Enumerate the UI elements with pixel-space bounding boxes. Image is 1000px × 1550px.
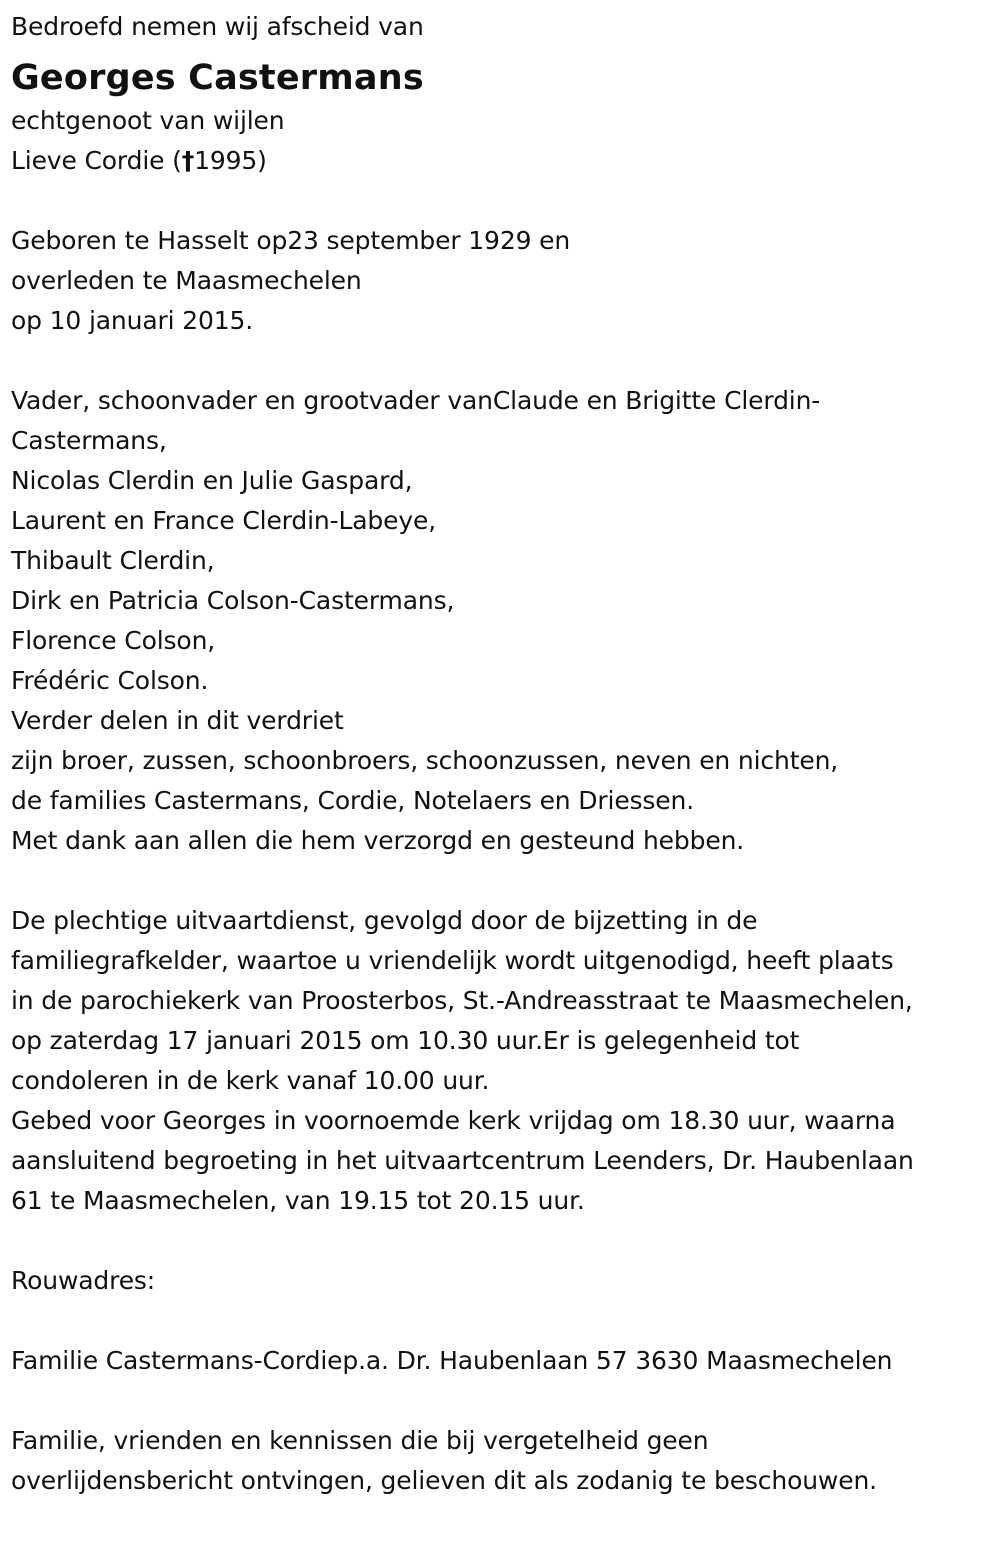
closing-line: Familie, vrienden en kennissen die bij vergetelheid geen bbox=[11, 1426, 709, 1455]
dates-line: op 10 januari 2015. bbox=[11, 306, 254, 335]
closing-line: overlijdensbericht ontvingen, gelieven dit als zodanig te beschouwen. bbox=[11, 1466, 877, 1495]
service-line: aansluitend begroeting in het uitvaartcentrum Leenders, Dr. Haubenlaan bbox=[11, 1146, 914, 1175]
dates-line: overleden te Maasmechelen bbox=[11, 266, 362, 295]
spouse-line: echtgenoot van wijlen bbox=[11, 106, 285, 135]
family-line: Frédéric Colson. bbox=[11, 666, 209, 695]
spacer bbox=[11, 1381, 1000, 1421]
service-block bbox=[11, 901, 1000, 1221]
spouse-name-line bbox=[11, 141, 1000, 181]
family-block bbox=[11, 381, 1000, 861]
family-line: Thibault Clerdin, bbox=[11, 546, 215, 575]
service-line: De plechtige uitvaartdienst, gevolgd door de bijzetting in de bbox=[11, 906, 758, 935]
family-line: Nicolas Clerdin en Julie Gaspard, bbox=[11, 466, 413, 495]
family-line: Laurent en France Clerdin-Labeye, bbox=[11, 506, 437, 535]
service-line: 61 te Maasmechelen, van 19.15 tot 20.15 uur. bbox=[11, 1186, 585, 1215]
spacer bbox=[11, 181, 1000, 221]
service-line: in de parochiekerk van Proosterbos, St.-Andreasstraat te Maasmechelen, bbox=[11, 986, 913, 1015]
spouse-name: Lieve Cordie ( bbox=[11, 146, 182, 175]
spacer bbox=[11, 861, 1000, 901]
family-line: Florence Colson, bbox=[11, 626, 216, 655]
family-line: zijn broer, zussen, schoonbroers, schoonzussen, neven en nichten, bbox=[11, 746, 839, 775]
cross-icon: † bbox=[181, 146, 195, 175]
service-line: familiegrafkelder, waartoe u vriendelijk wordt uitgenodigd, heeft plaats bbox=[11, 946, 894, 975]
family-line: Castermans, bbox=[11, 426, 167, 455]
family-line: de families Castermans, Cordie, Notelaers en Driessen. bbox=[11, 786, 695, 815]
service-line: Gebed voor Georges in voornoemde kerk vrijdag om 18.30 uur, waarna bbox=[11, 1106, 896, 1135]
address-text: Familie Castermans-Cordiep.a. Dr. Haubenlaan 57 3630 Maasmechelen bbox=[11, 1346, 893, 1375]
family-line: Vader, schoonvader en grootvader vanClaude en Brigitte Clerdin- bbox=[11, 386, 821, 415]
address-label: Rouwadres: bbox=[11, 1266, 156, 1295]
service-line: condoleren in de kerk vanaf 10.00 uur. bbox=[11, 1066, 490, 1095]
dates-line: Geboren te Hasselt op23 september 1929 en bbox=[11, 226, 571, 255]
intro-text: Bedroefd nemen wij afscheid van bbox=[11, 12, 424, 41]
spacer bbox=[11, 1301, 1000, 1341]
dates-block bbox=[11, 221, 1000, 341]
spacer bbox=[11, 1221, 1000, 1261]
deceased-name: Georges Castermans bbox=[11, 58, 424, 98]
service-line: op zaterdag 17 januari 2015 om 10.30 uur.Er is gelegenheid tot bbox=[11, 1026, 800, 1055]
spouse-death-year: 1995) bbox=[194, 146, 267, 175]
family-line: Dirk en Patricia Colson-Castermans, bbox=[11, 586, 455, 615]
closing-block bbox=[11, 1421, 1000, 1501]
family-line: Met dank aan allen die hem verzorgd en gesteund hebben. bbox=[11, 826, 745, 855]
family-line: Verder delen in dit verdriet bbox=[11, 706, 344, 735]
spacer bbox=[11, 341, 1000, 381]
